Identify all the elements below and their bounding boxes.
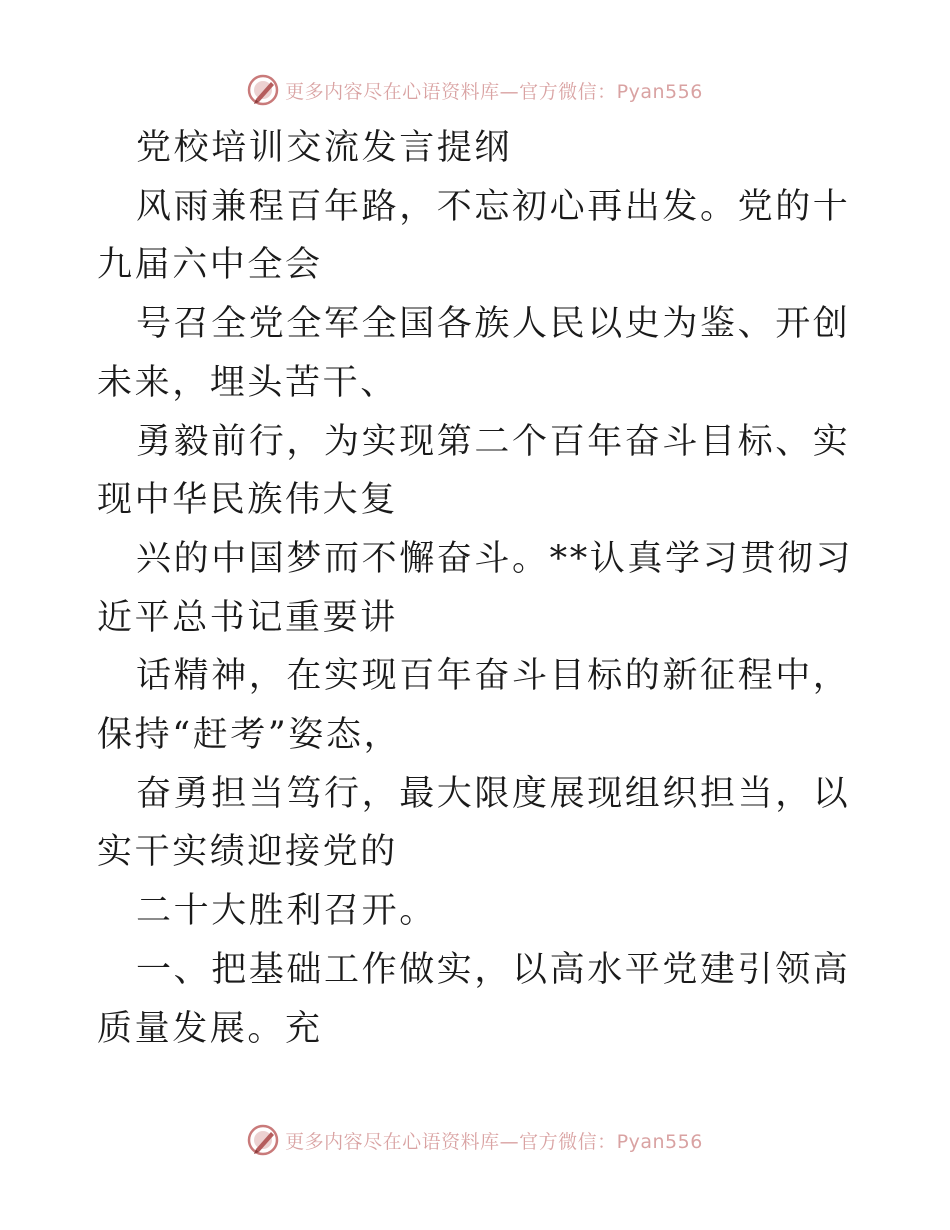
pen-logo-icon [247,1124,279,1156]
footer-watermark [0,1124,950,1156]
footer-watermark-text: 更多内容尽在心语资料库—官方微信：Pyan556 [285,1130,703,1153]
pen-logo-icon [247,74,279,106]
document-body [97,119,857,1058]
paragraph: 号召全党全军全国各族人民以史为鉴、开创未来，埋头苦干、 [97,304,851,403]
paragraph: 奋勇担当笃行，最大限度展现组织担当，以实干实绩迎接党的 [97,773,851,873]
paragraph: 话精神，在实现百年奋斗目标的新征程中，保持“赶考”姿态， [97,656,851,756]
header-watermark-text: 更多内容尽在心语资料库—官方微信：Pyan556 [285,80,703,103]
document-title: 党校培训交流发言提纲 [136,128,513,168]
paragraph: 勇毅前行，为实现第二个百年奋斗目标、实现中华民族伟大复 [97,421,851,521]
paragraph: 二十大胜利召开。 [136,891,437,932]
section-heading: 一、把基础工作做实，以高水平党建引领高质量发展。充 [97,949,851,1049]
header-watermark [0,74,950,106]
paragraph: 风雨兼程百年路，不忘初心再出发。党的十九届六中全会 [97,186,851,286]
paragraph: 兴的中国梦而不懈奋斗。**认真学习贯彻习近平总书记重要讲 [97,538,854,638]
